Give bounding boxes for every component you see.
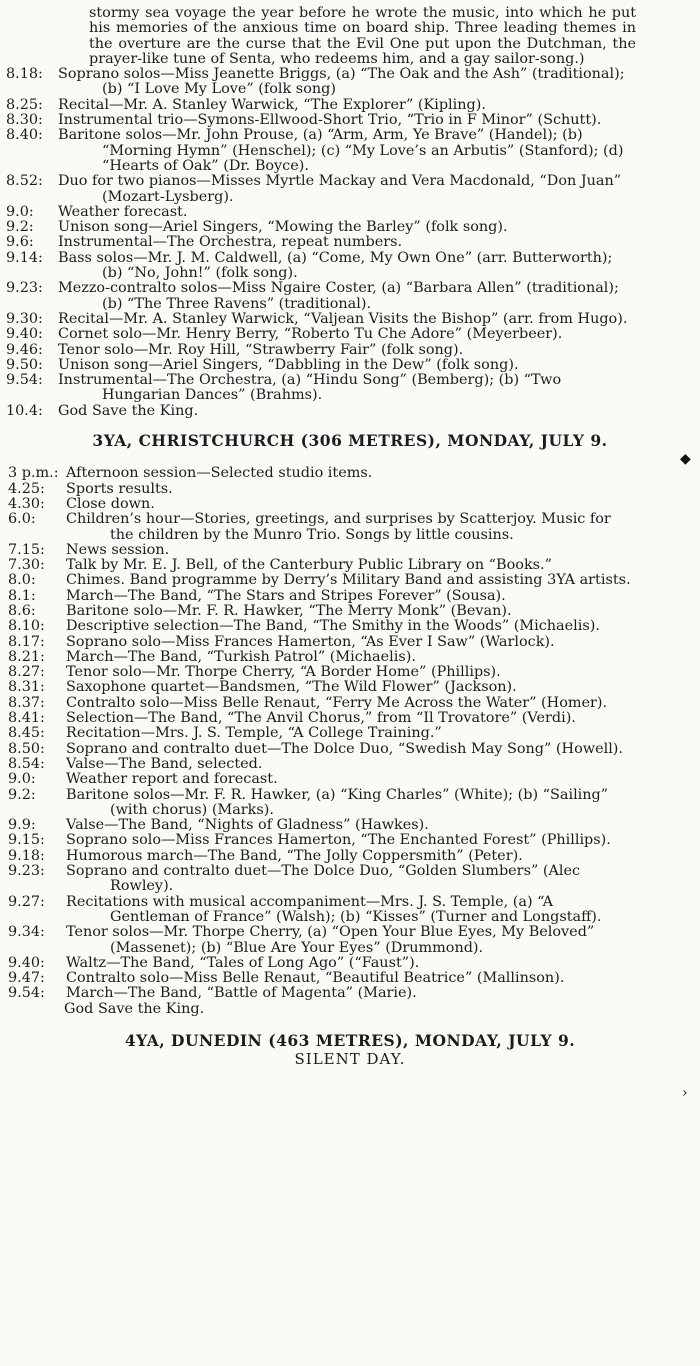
program-entry [0,235,636,250]
program-time: 6.0: [8,511,36,528]
station-heading-3ya: 3YA, CHRISTCHURCH (306 METRES), MONDAY, JULY 9. [92,431,608,451]
program-entry [0,343,636,358]
program-entry [0,312,636,327]
program-description: Talk by Mr. E. J. Bell, of the Canterbury Public Library on “Books.” [66,557,552,574]
program-time: 10.4: [6,402,43,419]
program-description: Saxophone quartet—Bandsmen, “The Wild Flower” (Jackson). [66,679,517,696]
program-description: Recital—Mr. A. Stanley Warwick, “The Explorer” (Kipling). [58,96,486,113]
program-entry [0,650,636,665]
program-time: 4.30: [8,495,45,512]
program-time: 9.0: [6,203,34,220]
program-time: 8.30: [6,112,43,129]
program-description: Waltz—The Band, “Tales of Long Ago” (“Faust”). [66,954,420,971]
program-list-3ya [0,466,636,1001]
program-description: Recitations with musical accompaniment—Mrs. J. S. Temple, (a) “A Gentleman of France” (Walsh); (b) “Kisses” (Turner and Longstaff). [66,893,602,925]
program-entry [0,113,636,128]
program-description: Baritone solos—Mr. F. R. Hawker, (a) “King Charles” (White); (b) “Sailing” (with chorus) (Marks). [66,786,609,818]
program-time: 9.15: [8,832,45,849]
program-entry [0,726,636,741]
program-list-2ya [0,67,636,419]
program-entry [0,665,636,680]
program-entry [0,558,636,573]
program-description: Soprano and contralto duet—The Dolce Duo, “Swedish May Song” (Howell). [66,740,623,757]
program-description: Instrumental trio—Symons-Ellwood-Short Trio, “Trio in F Minor” (Schutt). [58,112,602,129]
program-entry [0,925,636,956]
program-time: 8.25: [6,96,43,113]
program-time: 9.50: [6,356,43,373]
program-time: 9.14: [6,249,43,266]
program-time: 8.52: [6,173,43,190]
program-entry [0,327,636,342]
program-description: Descriptive selection—The Band, “The Smithy in the Woods” (Michaelis). [66,618,600,635]
program-time: 9.54: [6,372,43,389]
program-time: 4.25: [8,480,45,497]
program-description: Afternoon session—Selected studio items. [66,465,373,482]
program-time: 8.37: [8,694,45,711]
program-entry [0,788,636,819]
program-entry [0,711,636,726]
ink-blot-icon: ◆ [680,451,691,467]
program-time: 9.54: [8,985,45,1002]
program-entry [0,986,636,1001]
program-time: 8.54: [8,755,45,772]
program-time: 9.40: [6,326,43,343]
station-heading-4ya: 4YA, DUNEDIN (463 METRES), MONDAY, JULY 9. [124,1031,576,1050]
program-description: Tenor solo—Mr. Roy Hill, “Strawberry Fair” (folk song). [58,341,464,358]
program-time: 8.50: [8,740,45,757]
program-entry [0,604,636,619]
program-entry [0,205,636,220]
program-description: Chimes. Band programme by Derry’s Military Band and assisting 3YA artists. [66,572,631,589]
program-description: Recital—Mr. A. Stanley Warwick, “Valjean Visits the Bishop” (arr. from Hugo). [58,310,628,327]
program-time: 8.0: [8,572,36,589]
program-time: 9.46: [6,341,43,358]
program-entry [0,772,636,787]
program-time: 7.30: [8,557,45,574]
closing-line-3ya: God Save the King. [64,1000,205,1017]
program-description: Recitation—Mrs. J. S. Temple, “A College Training.” [66,725,442,742]
program-description: Soprano and contralto duet—The Dolce Duo, “Golden Slumbers” (Alec Rowley). [66,863,581,895]
program-entry [0,466,636,481]
program-time: 9.18: [8,847,45,864]
program-entry [0,543,636,558]
program-entry [0,818,636,833]
program-entry [0,573,636,588]
program-description: March—The Band, “The Stars and Stripes Forever” (Sousa). [66,587,506,604]
program-description: Unison song—Ariel Singers, “Mowing the Barley” (folk song). [58,219,508,236]
program-description: Baritone solo—Mr. F. R. Hawker, “The Merry Monk” (Bevan). [66,602,512,619]
program-time: 9.27: [8,893,45,910]
program-time: 8.10: [8,618,45,635]
program-entry [0,281,636,312]
program-entry [0,619,636,634]
ink-mark-icon: › [682,1085,688,1101]
program-description: Mezzo-contralto solos—Miss Ngaire Coster, (a) “Barbara Allen” (traditional); (b) “The Three Ravens” (traditional). [58,280,619,312]
program-time: 8.45: [8,725,45,742]
program-description: Tenor solos—Mr. Thorpe Cherry, (a) “Open Your Blue Eyes, My Beloved” (Massenet); (b) “Blue Are Your Eyes” (Drummond). [66,924,595,956]
program-entry [0,482,636,497]
program-entry [0,971,636,986]
program-time: 9.30: [6,310,43,327]
program-entry [0,98,636,113]
program-description: Weather forecast. [58,203,188,220]
program-time: 9.0: [8,771,36,788]
program-time: 8.40: [6,127,43,144]
program-time: 9.23: [6,280,43,297]
program-description: March—The Band, “Battle of Magenta” (Marie). [66,985,417,1002]
program-entry [0,833,636,848]
program-description: Contralto solo—Miss Belle Renaut, “Ferry Me Across the Water” (Homer). [66,694,608,711]
program-time: 8.6: [8,602,36,619]
program-entry [0,680,636,695]
program-time: 9.23: [8,863,45,880]
program-time: 7.15: [8,541,45,558]
program-entry [0,635,636,650]
program-time: 9.34: [8,924,45,941]
program-description: Humorous march—The Band, “The Jolly Coppersmith” (Peter). [66,847,523,864]
program-description: Bass solos—Mr. J. M. Caldwell, (a) “Come, My Own One” (arr. Butterworth); (b) “No, John!” (folk song). [58,249,613,282]
program-time: 8.18: [6,66,43,83]
program-entry [0,864,636,895]
program-description: Contralto solo—Miss Belle Renaut, “Beautiful Beatrice” (Mallinson). [66,970,565,987]
program-description: Weather report and forecast. [66,771,278,788]
program-description: God Save the King. [58,402,199,419]
program-description: Cornet solo—Mr. Henry Berry, “Roberto Tu Che Adore” (Meyerbeer). [58,326,563,343]
program-entry [0,128,636,174]
program-entry [0,358,636,373]
program-description: Children’s hour—Stories, greetings, and surprises by Scatterjoy. Music for the children by the Munro Trio. Songs by little cousins. [66,511,611,543]
program-entry [0,373,636,404]
program-time: 8.17: [8,633,45,650]
program-description: March—The Band, “Turkish Patrol” (Michaelis). [66,648,416,665]
program-description: Close down. [66,495,155,512]
program-description: Soprano solo—Miss Frances Hamerton, “As Ever I Saw” (Warlock). [66,633,555,650]
program-time: 8.1: [8,587,36,604]
program-time: 8.27: [8,664,45,681]
program-description: Unison song—Ariel Singers, “Dabbling in the Dew” (folk song). [58,356,519,373]
program-entry [0,497,636,512]
program-entry [0,956,636,971]
program-description: Tenor solo—Mr. Thorpe Cherry, “A Border Home” (Phillips). [66,664,501,681]
program-description: Selection—The Band, “The Anvil Chorus,” from “Il Trovatore” (Verdi). [66,710,576,727]
silent-day-notice: SILENT DAY. [294,1050,406,1069]
program-description: Sports results. [66,480,173,497]
program-time: 9.47: [8,970,45,987]
program-entry [0,696,636,711]
program-time: 3 p.m.: [8,465,59,482]
program-description: Baritone solos—Mr. John Prouse, (a) “Arm, Arm, Ye Brave” (Handel); (b) “Morning Hymn” (Henschel); (c) “My Love’s an Arbutis” (Stanford); (d) “Hearts of Oak” (Dr. Boyce). [58,127,624,174]
program-time: 8.31: [8,679,45,696]
program-entry [0,251,636,282]
program-entry [0,67,636,98]
program-description: News session. [66,541,170,558]
program-time: 9.2: [6,219,34,236]
program-description: Instrumental—The Orchestra, (a) “Hindu Song” (Bemberg); (b) “Two Hungarian Dances” (Brahms). [58,372,562,404]
program-entry [0,174,636,205]
program-entry [0,757,636,772]
overture-notes: stormy sea voyage the year before he wrote the music, into which he put his memories of the anxious time on board ship. Three leading themes in the overture are the curse that the Evil One put upon the Dutchman, the prayer-like tune of Senta, who redeems him, and a gay sailor-song.) [89,5,636,67]
program-description: Valse—The Band, “Nights of Gladness” (Hawkes). [66,817,429,834]
program-entry [0,512,636,543]
program-time: 9.40: [8,954,45,971]
program-description: Instrumental—The Orchestra, repeat numbers. [58,234,403,251]
program-description: Duo for two pianos—Misses Myrtle Mackay and Vera Macdonald, “Don Juan” (Mozart-Lysberg). [58,173,622,205]
program-entry [0,589,636,604]
program-time: 8.21: [8,648,45,665]
program-description: Valse—The Band, selected. [66,755,263,772]
program-entry [0,220,636,235]
program-time: 8.41: [8,710,45,727]
program-entry [0,849,636,864]
program-entry [0,895,636,926]
program-entry [0,742,636,757]
program-time: 9.2: [8,786,36,803]
program-description: Soprano solos—Miss Jeanette Briggs, (a) “The Oak and the Ash” (traditional); (b) “I Love My Love” (folk song) [58,66,625,98]
program-entry [0,404,636,419]
program-description: Soprano solo—Miss Frances Hamerton, “The Enchanted Forest” (Phillips). [66,832,611,849]
program-time: 9.9: [8,817,36,834]
program-time: 9.6: [6,234,34,251]
